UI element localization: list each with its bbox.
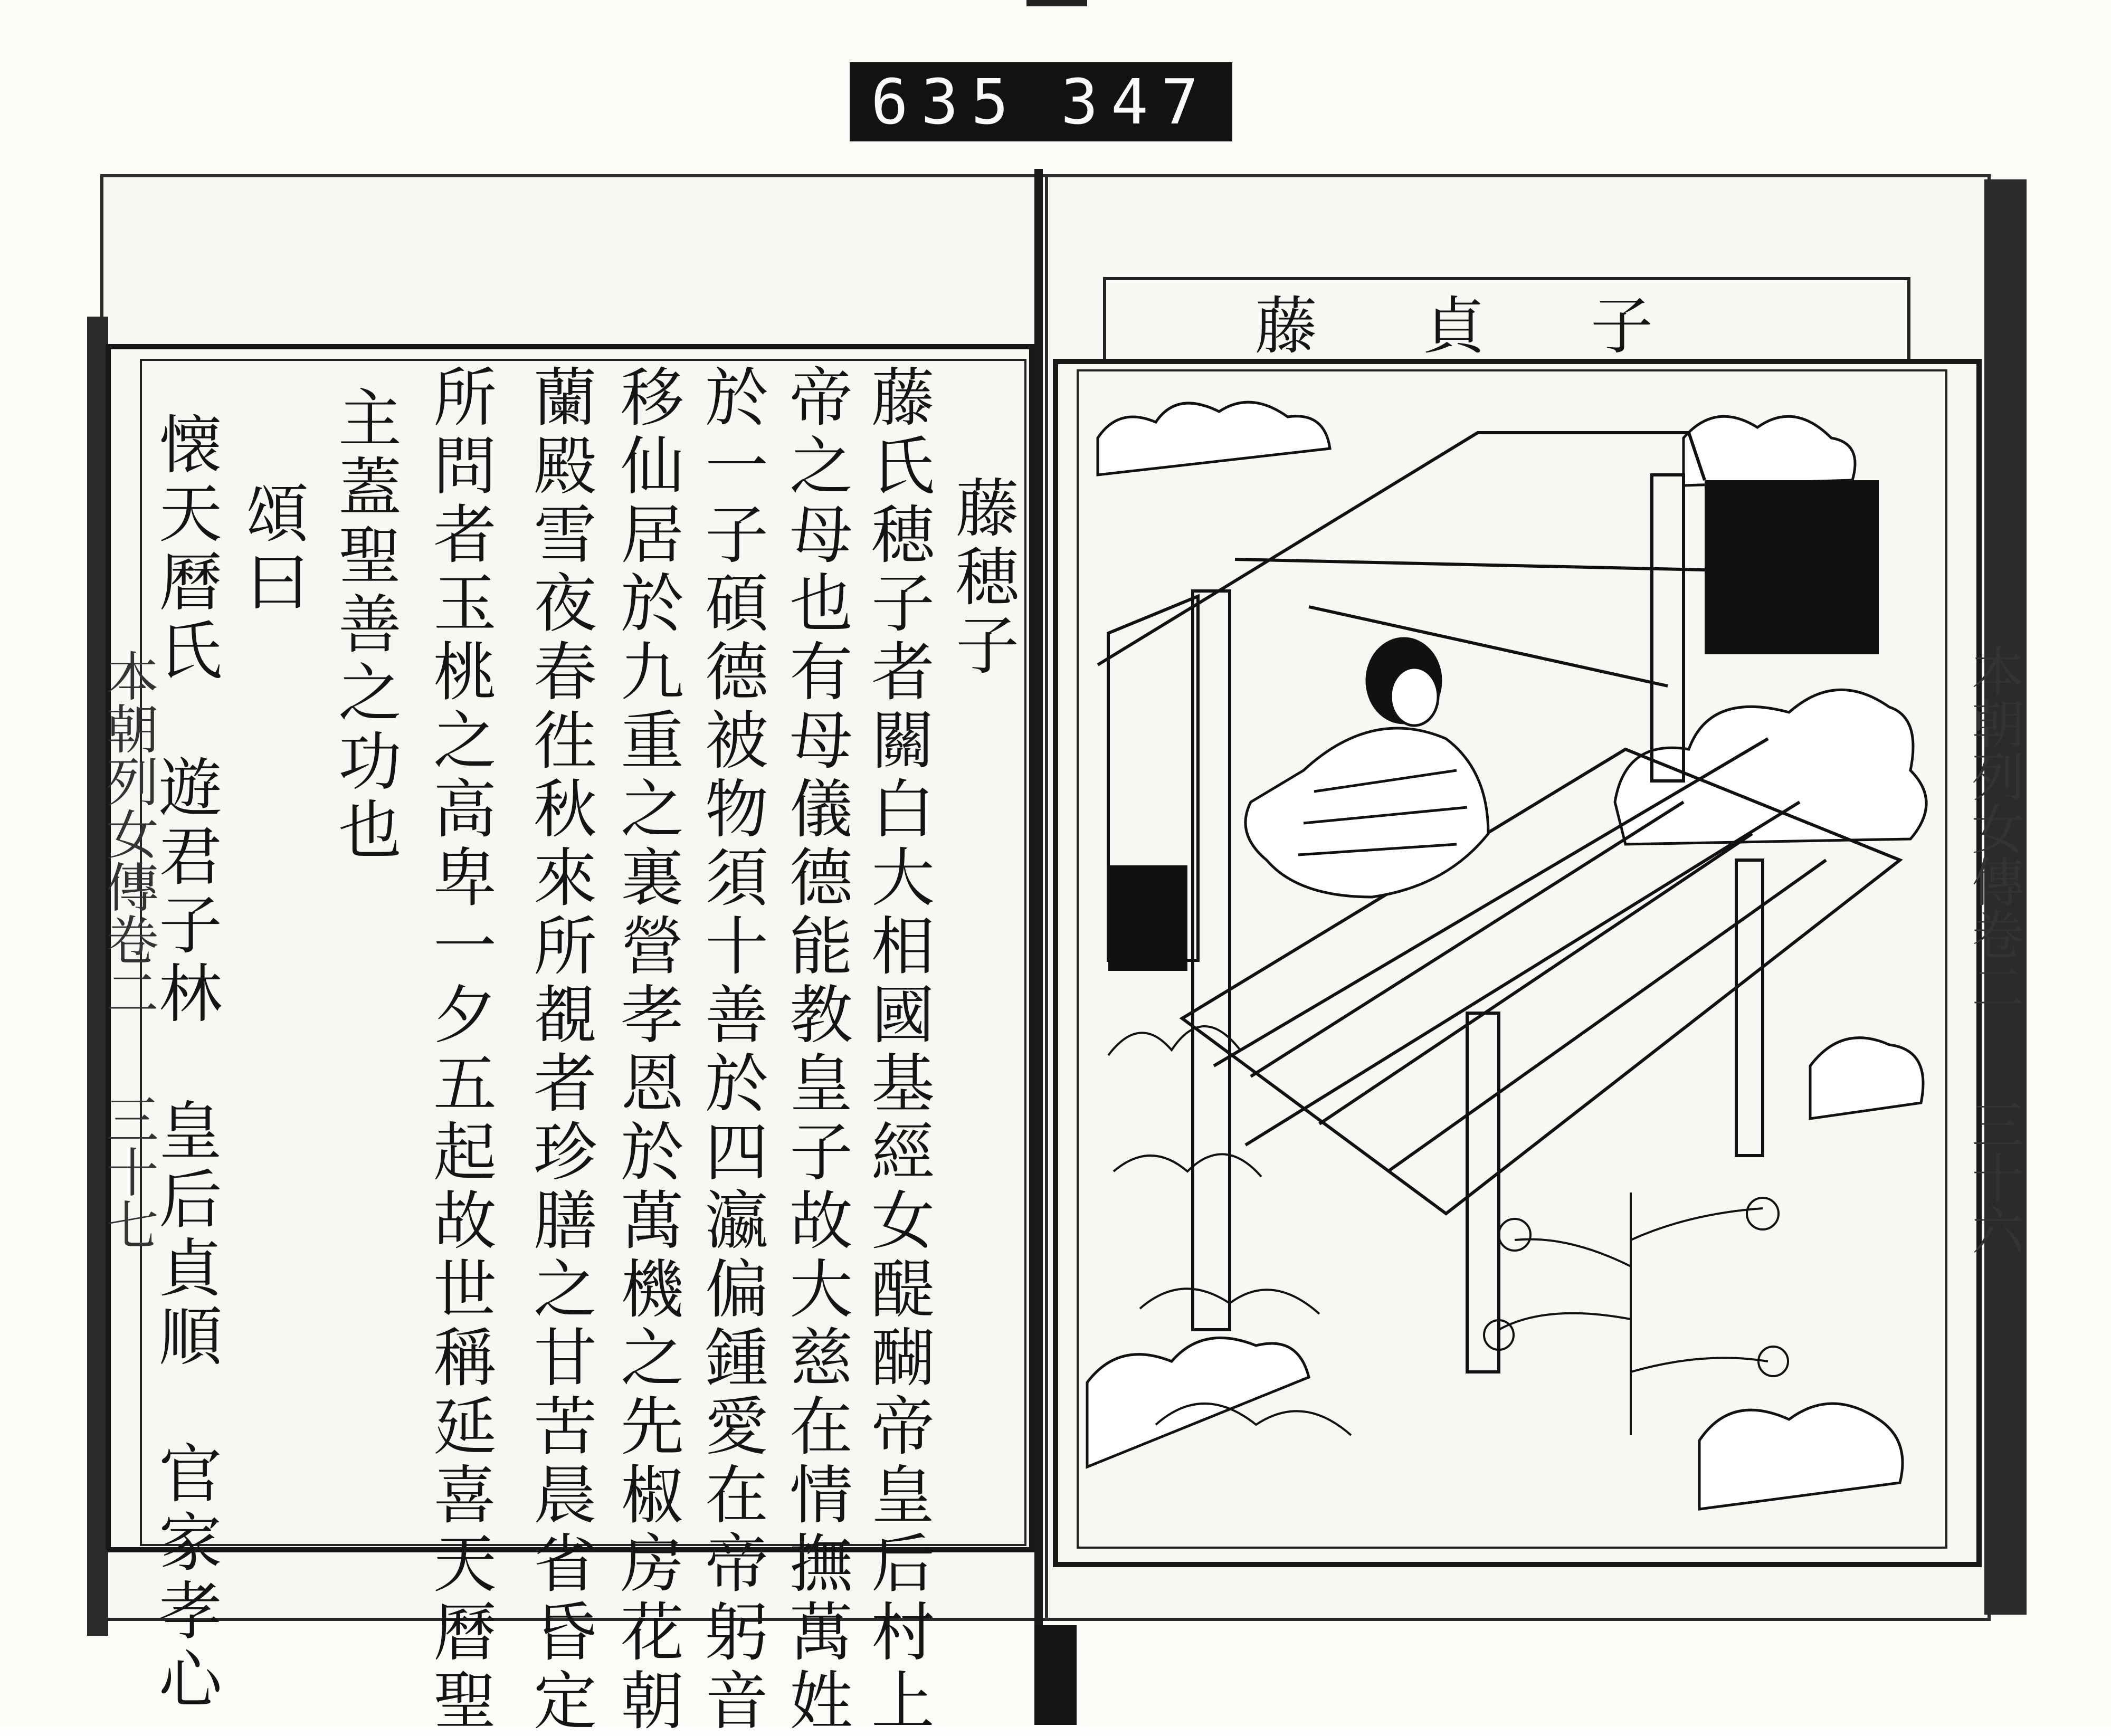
woodblock-illustration bbox=[1077, 369, 1947, 1549]
cloud-top-left bbox=[1098, 402, 1330, 475]
cloud-right-lower bbox=[1810, 1038, 1923, 1119]
curtain-rod-2 bbox=[1309, 607, 1668, 686]
text-column-7: 主蓋聖善之功也 bbox=[328, 385, 401, 865]
entry-title: 藤穂子 bbox=[945, 475, 1019, 681]
text-column-6: 所問者玉桃之高卑一夕五起故世稱延喜天曆聖 bbox=[423, 364, 496, 1736]
illustration-title-text: 藤貞子 bbox=[1254, 290, 1758, 363]
cloud-top-right bbox=[1684, 416, 1855, 485]
post-2 bbox=[1736, 860, 1763, 1156]
illustration-title bbox=[1103, 277, 1910, 361]
right-edge-label: 本朝列女傳卷二 bbox=[1963, 644, 2024, 1013]
top-mark bbox=[1026, 0, 1087, 6]
court-lady-figure bbox=[1245, 638, 1488, 897]
pillar-center bbox=[1652, 475, 1684, 781]
catalog-label bbox=[850, 62, 1232, 141]
blind-roof bbox=[1098, 433, 1705, 665]
verse-heading: 頌曰 bbox=[235, 480, 309, 617]
text-column-1: 藤氏穂子者關白大相國基經女醍醐帝皇后村上 bbox=[861, 364, 934, 1736]
spine bbox=[1034, 169, 1043, 1636]
catalog-number-left: 635 bbox=[871, 65, 1022, 138]
curtain-rod-1 bbox=[1235, 559, 1705, 570]
verse-text: 懐天曆氏 遊君子林 皇后貞順 官家孝心 bbox=[148, 412, 222, 1715]
right-edge-page: 三十六 bbox=[1963, 1098, 2024, 1256]
text-column-3: 於一子碩德被物須十善於四瀛偏鍾愛在帝躬音 bbox=[695, 364, 768, 1736]
maple-tree bbox=[1484, 1193, 1788, 1435]
lattice-panel-left bbox=[1108, 865, 1187, 971]
text-column-2: 帝之母也有母儀德能教皇子故大慈在情撫萬姓 bbox=[779, 364, 852, 1736]
text-column-4: 移仙居於九重之裏營孝恩於萬機之先椒房花朝 bbox=[610, 364, 683, 1736]
cloud-bottom-left bbox=[1087, 1338, 1309, 1467]
cloud-bottom-right bbox=[1699, 1404, 1903, 1509]
left-edge-label: 本朝列女傳卷二 bbox=[97, 649, 159, 1018]
text-column-5: 蘭殿雪夜春徃秋來所覩者珍膳之甘苦晨省昏定 bbox=[523, 364, 596, 1736]
left-edge-page: 三十七 bbox=[97, 1092, 159, 1251]
spine-tassel bbox=[1034, 1625, 1077, 1725]
catalog-number-right: 347 bbox=[1060, 65, 1211, 138]
lattice-panel-right bbox=[1705, 480, 1879, 654]
